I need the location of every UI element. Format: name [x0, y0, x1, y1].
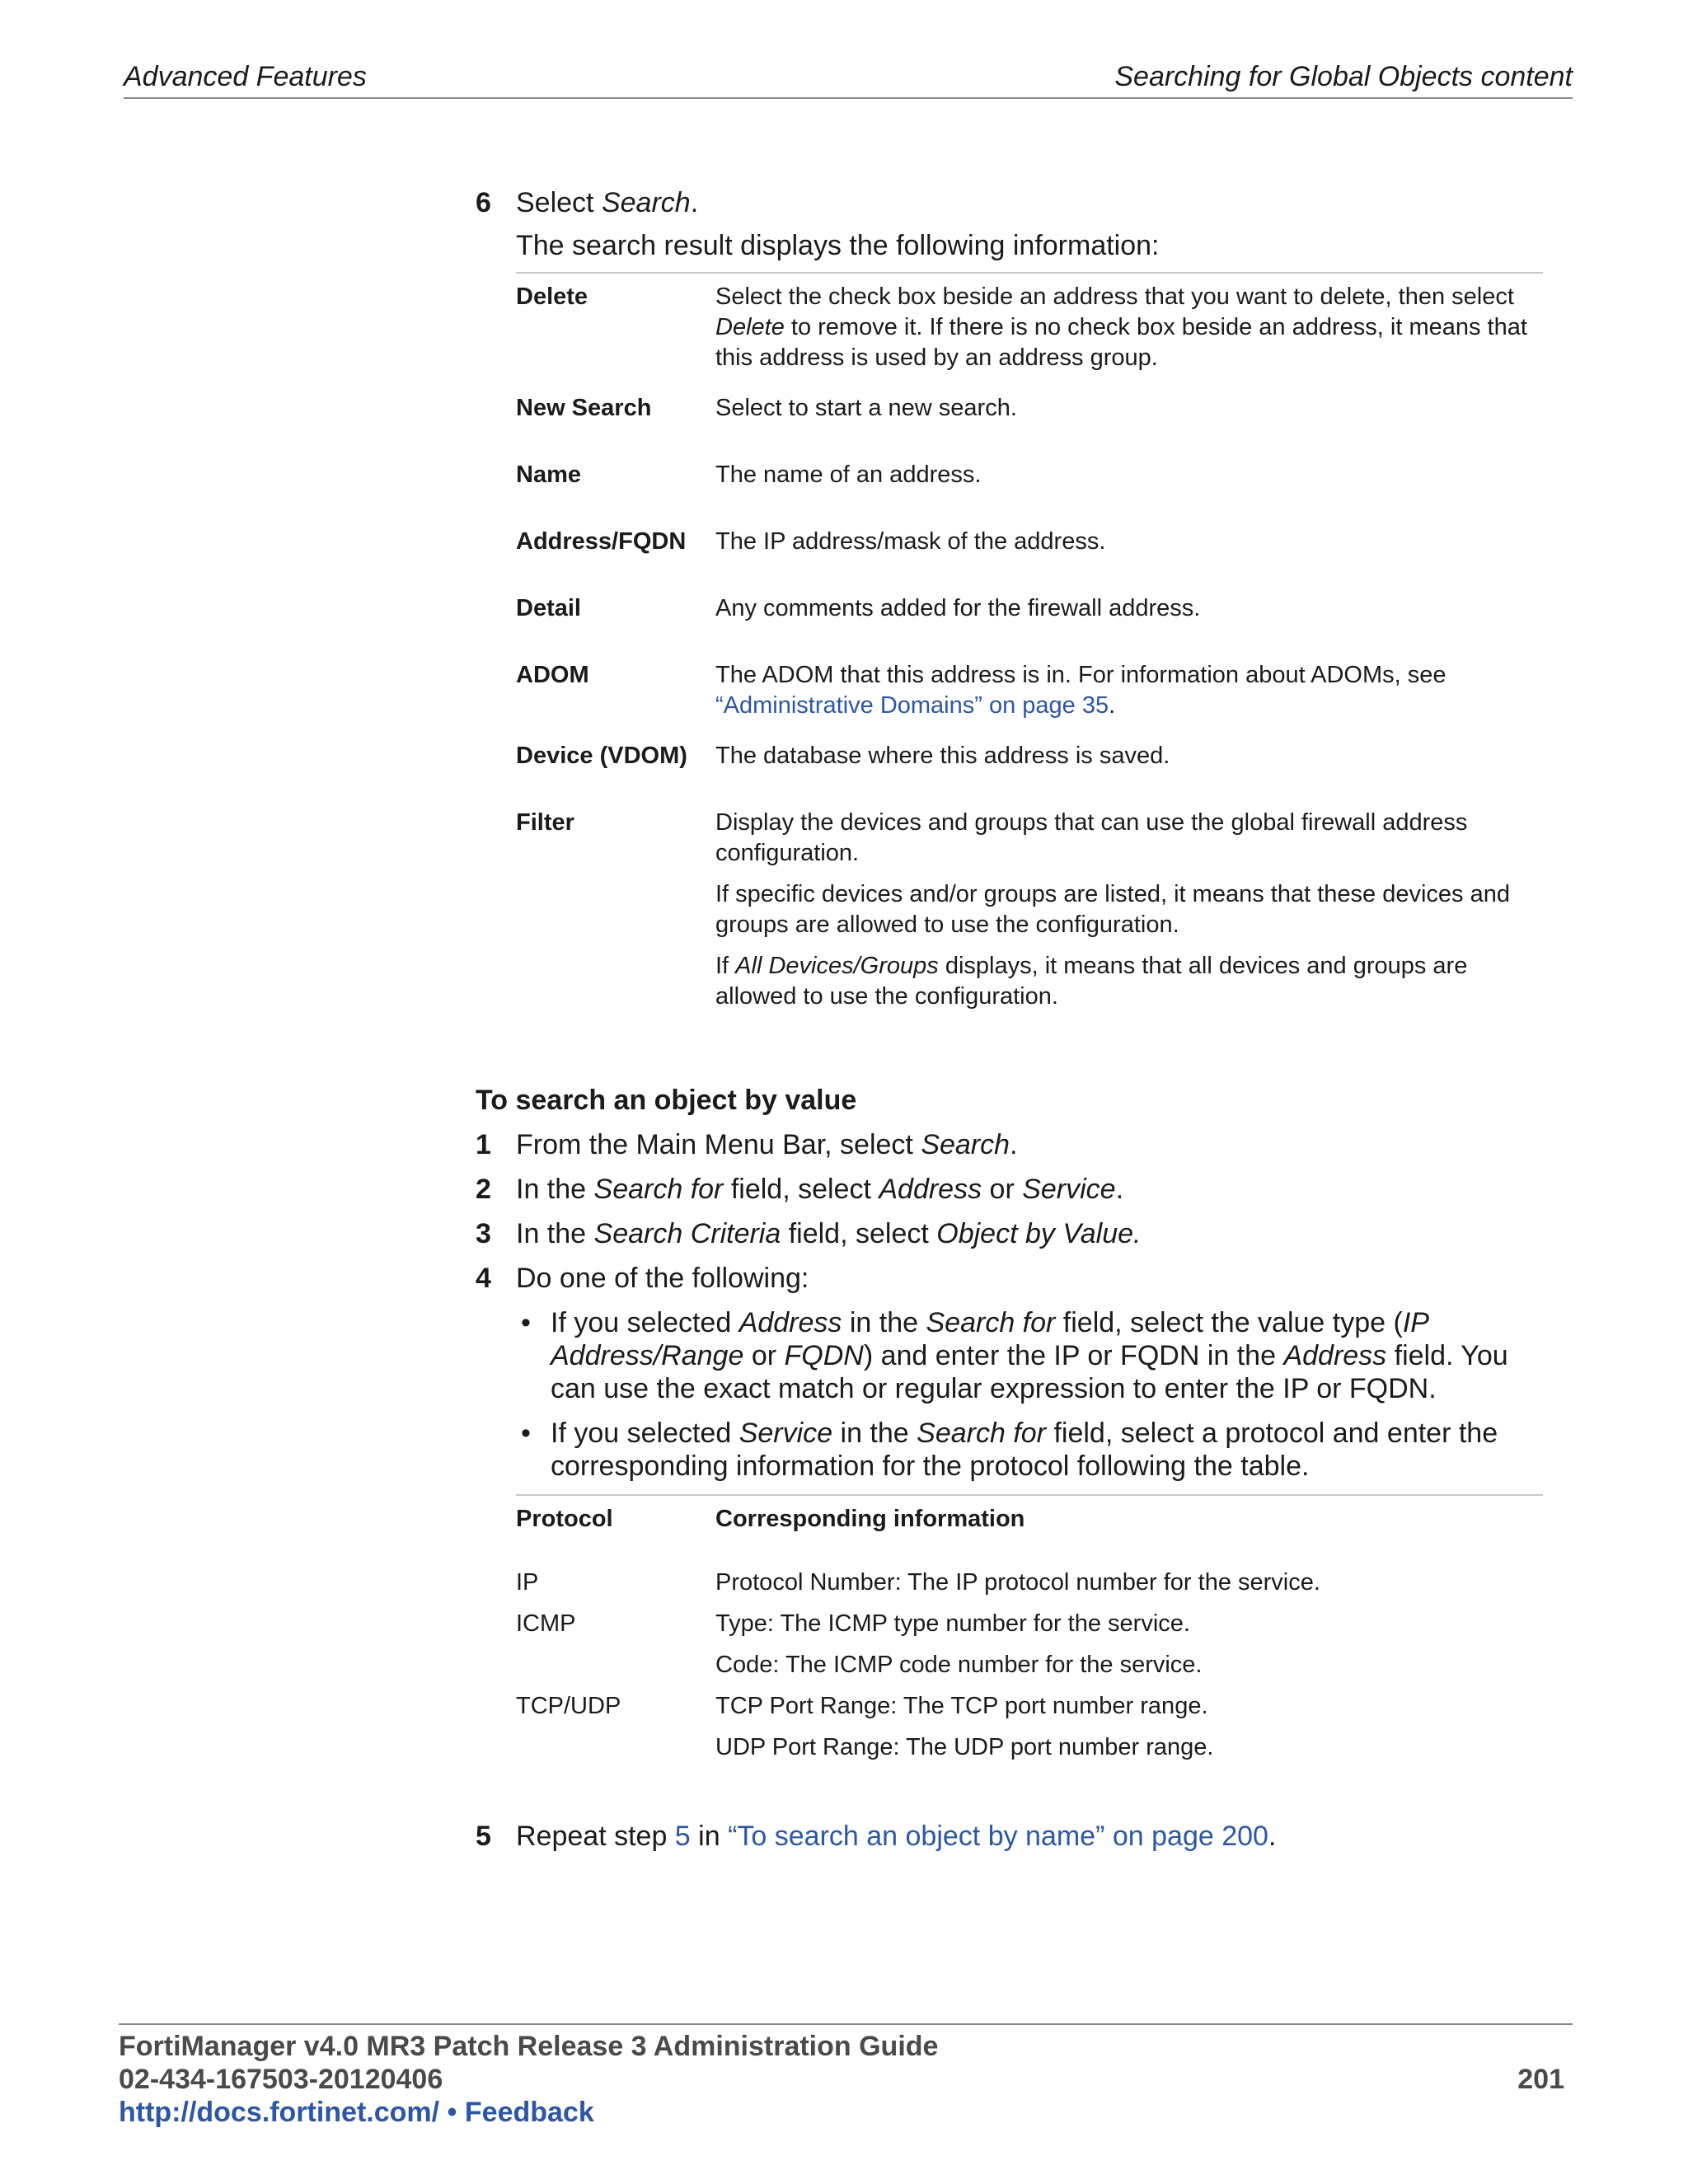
- bullet-icon: •: [521, 1307, 531, 1338]
- filter-para: If specific devices and/or groups are listed, it means that these devices and groups are allowed to use the configuration.: [715, 881, 1510, 938]
- table-cell: Protocol Number: The IP protocol number for the service.: [715, 1569, 1320, 1596]
- step-3: 3 In the Search Criteria field, select Object by Value.: [476, 1218, 1142, 1249]
- step-6: [476, 186, 1543, 219]
- table-row: [516, 1650, 1543, 1691]
- table-cell: [516, 1732, 715, 1774]
- table-row: [516, 1609, 1543, 1650]
- term-new-search: New Search: [516, 395, 652, 421]
- table-cell: TCP/UDP: [516, 1693, 621, 1719]
- step-link[interactable]: 5: [674, 1821, 691, 1852]
- step-1: 1 From the Main Menu Bar, select Search.: [476, 1129, 1018, 1160]
- desc-device: The database where this address is saved.: [715, 743, 1170, 769]
- table-row: [516, 518, 1543, 585]
- page-number: 201: [1517, 2064, 1564, 2095]
- table-cell: IP: [516, 1569, 539, 1596]
- step-5: 5 Repeat step 5 in “To search an object by name” on page 200.: [476, 1821, 1277, 1852]
- desc-delete: Select the check box beside an address that you want to delete, then select Delete to remove it. If there is no check box beside an address, it means that this address is used by an address group.: [715, 284, 1527, 371]
- term-detail: Detail: [516, 595, 581, 621]
- table-header-row: [516, 1495, 1543, 1568]
- bullet-icon: •: [521, 1418, 531, 1449]
- term-address: Address/FQDN: [516, 528, 687, 555]
- desc-name: The name of an address.: [715, 462, 982, 488]
- filter-para: Display the devices and groups that can use the global firewall address configuration.: [715, 809, 1468, 866]
- step-number: 2: [476, 1174, 491, 1205]
- step-text: Select: [516, 187, 602, 218]
- term-filter: Filter: [516, 809, 574, 836]
- page-ref-link[interactable]: “To search an object by name” on page 200: [728, 1821, 1268, 1852]
- header-chapter: Advanced Features: [124, 61, 367, 92]
- step-number: 5: [476, 1821, 491, 1852]
- list-item: • If you selected Service in the Search for field, select a protocol and enter the corresponding information for the protocol following the table.: [521, 1418, 1498, 1482]
- step-number: 3: [476, 1218, 491, 1249]
- protocol-table: [516, 1494, 1543, 1774]
- desc-adom: The ADOM that this address is in. For information about ADOMs, see “Administrative Domains” on page 35.: [715, 662, 1447, 719]
- adom-link[interactable]: “Administrative Domains” on page 35: [715, 692, 1109, 719]
- feedback-link[interactable]: Feedback: [464, 2097, 594, 2128]
- step-emphasis: Search: [601, 187, 691, 218]
- term-device: Device (VDOM): [516, 743, 687, 769]
- step-number: 6: [476, 187, 491, 218]
- result-table: [516, 272, 1543, 1051]
- table-row: [516, 1691, 1543, 1732]
- step-number: 4: [476, 1263, 491, 1294]
- steps-list: [476, 1128, 1543, 1295]
- column-header: Corresponding information: [715, 1506, 1025, 1532]
- filter-para: If All Devices/Groups displays, it means that all devices and groups are allowed to use the configuration.: [715, 953, 1468, 1010]
- docs-link[interactable]: http://docs.fortinet.com/: [119, 2097, 440, 2128]
- table-row: [516, 385, 1543, 452]
- step-text: Do one of the following:: [516, 1263, 809, 1294]
- page-footer: [119, 2023, 1573, 2129]
- list-item: • If you selected Address in the Search for field, select the value type (IP Address/Range or FQDN) and enter the IP or FQDN in the Address field. You can use the exact match or regular expression to enter the IP or FQDN.: [521, 1307, 1508, 1404]
- desc-filter: [715, 799, 1543, 1051]
- table-cell: UDP Port Range: The UDP port number range.: [715, 1734, 1214, 1760]
- footer-separator: •: [439, 2097, 465, 2128]
- table-cell: TCP Port Range: The TCP port number range.: [715, 1693, 1208, 1719]
- table-cell: Code: The ICMP code number for the service.: [715, 1652, 1203, 1678]
- table-row: [516, 1732, 1543, 1774]
- step-4: [476, 1262, 1543, 1295]
- column-header: Protocol: [516, 1506, 613, 1532]
- term-adom: ADOM: [516, 662, 589, 688]
- term-delete: Delete: [516, 284, 588, 310]
- result-intro: The search result displays the following information:: [516, 230, 1160, 261]
- footer-doc-id: 02-434-167503-20120406: [119, 2064, 443, 2095]
- table-cell: Type: The ICMP type number for the service.: [715, 1610, 1190, 1637]
- table-row: [516, 1568, 1543, 1609]
- header-section: Searching for Global Objects content: [1114, 61, 1573, 92]
- page-content: [476, 186, 1543, 1853]
- footer-row: [119, 2063, 1573, 2096]
- table-row: [516, 273, 1543, 385]
- desc-address: The IP address/mask of the address.: [715, 528, 1106, 555]
- bullet-list: [476, 1306, 1543, 1483]
- table-row: [516, 585, 1543, 652]
- table-row: [516, 652, 1543, 733]
- page-header: [124, 61, 1573, 99]
- desc-detail: Any comments added for the firewall address.: [715, 595, 1201, 621]
- table-row: [516, 799, 1543, 1051]
- step-text: .: [690, 187, 699, 218]
- table-row: [516, 733, 1543, 799]
- step-number: 1: [476, 1129, 491, 1160]
- footer-title: FortiManager v4.0 MR3 Patch Release 3 Administration Guide: [119, 2031, 939, 2062]
- footer-links: [119, 2096, 1573, 2129]
- desc-new-search: Select to start a new search.: [715, 395, 1017, 421]
- table-cell: [516, 1650, 715, 1691]
- table-cell: ICMP: [516, 1610, 576, 1637]
- table-row: [516, 452, 1543, 518]
- step-2: 2 In the Search for field, select Address or Service.: [476, 1174, 1124, 1205]
- section-title: To search an object by value: [476, 1085, 857, 1116]
- term-name: Name: [516, 462, 581, 488]
